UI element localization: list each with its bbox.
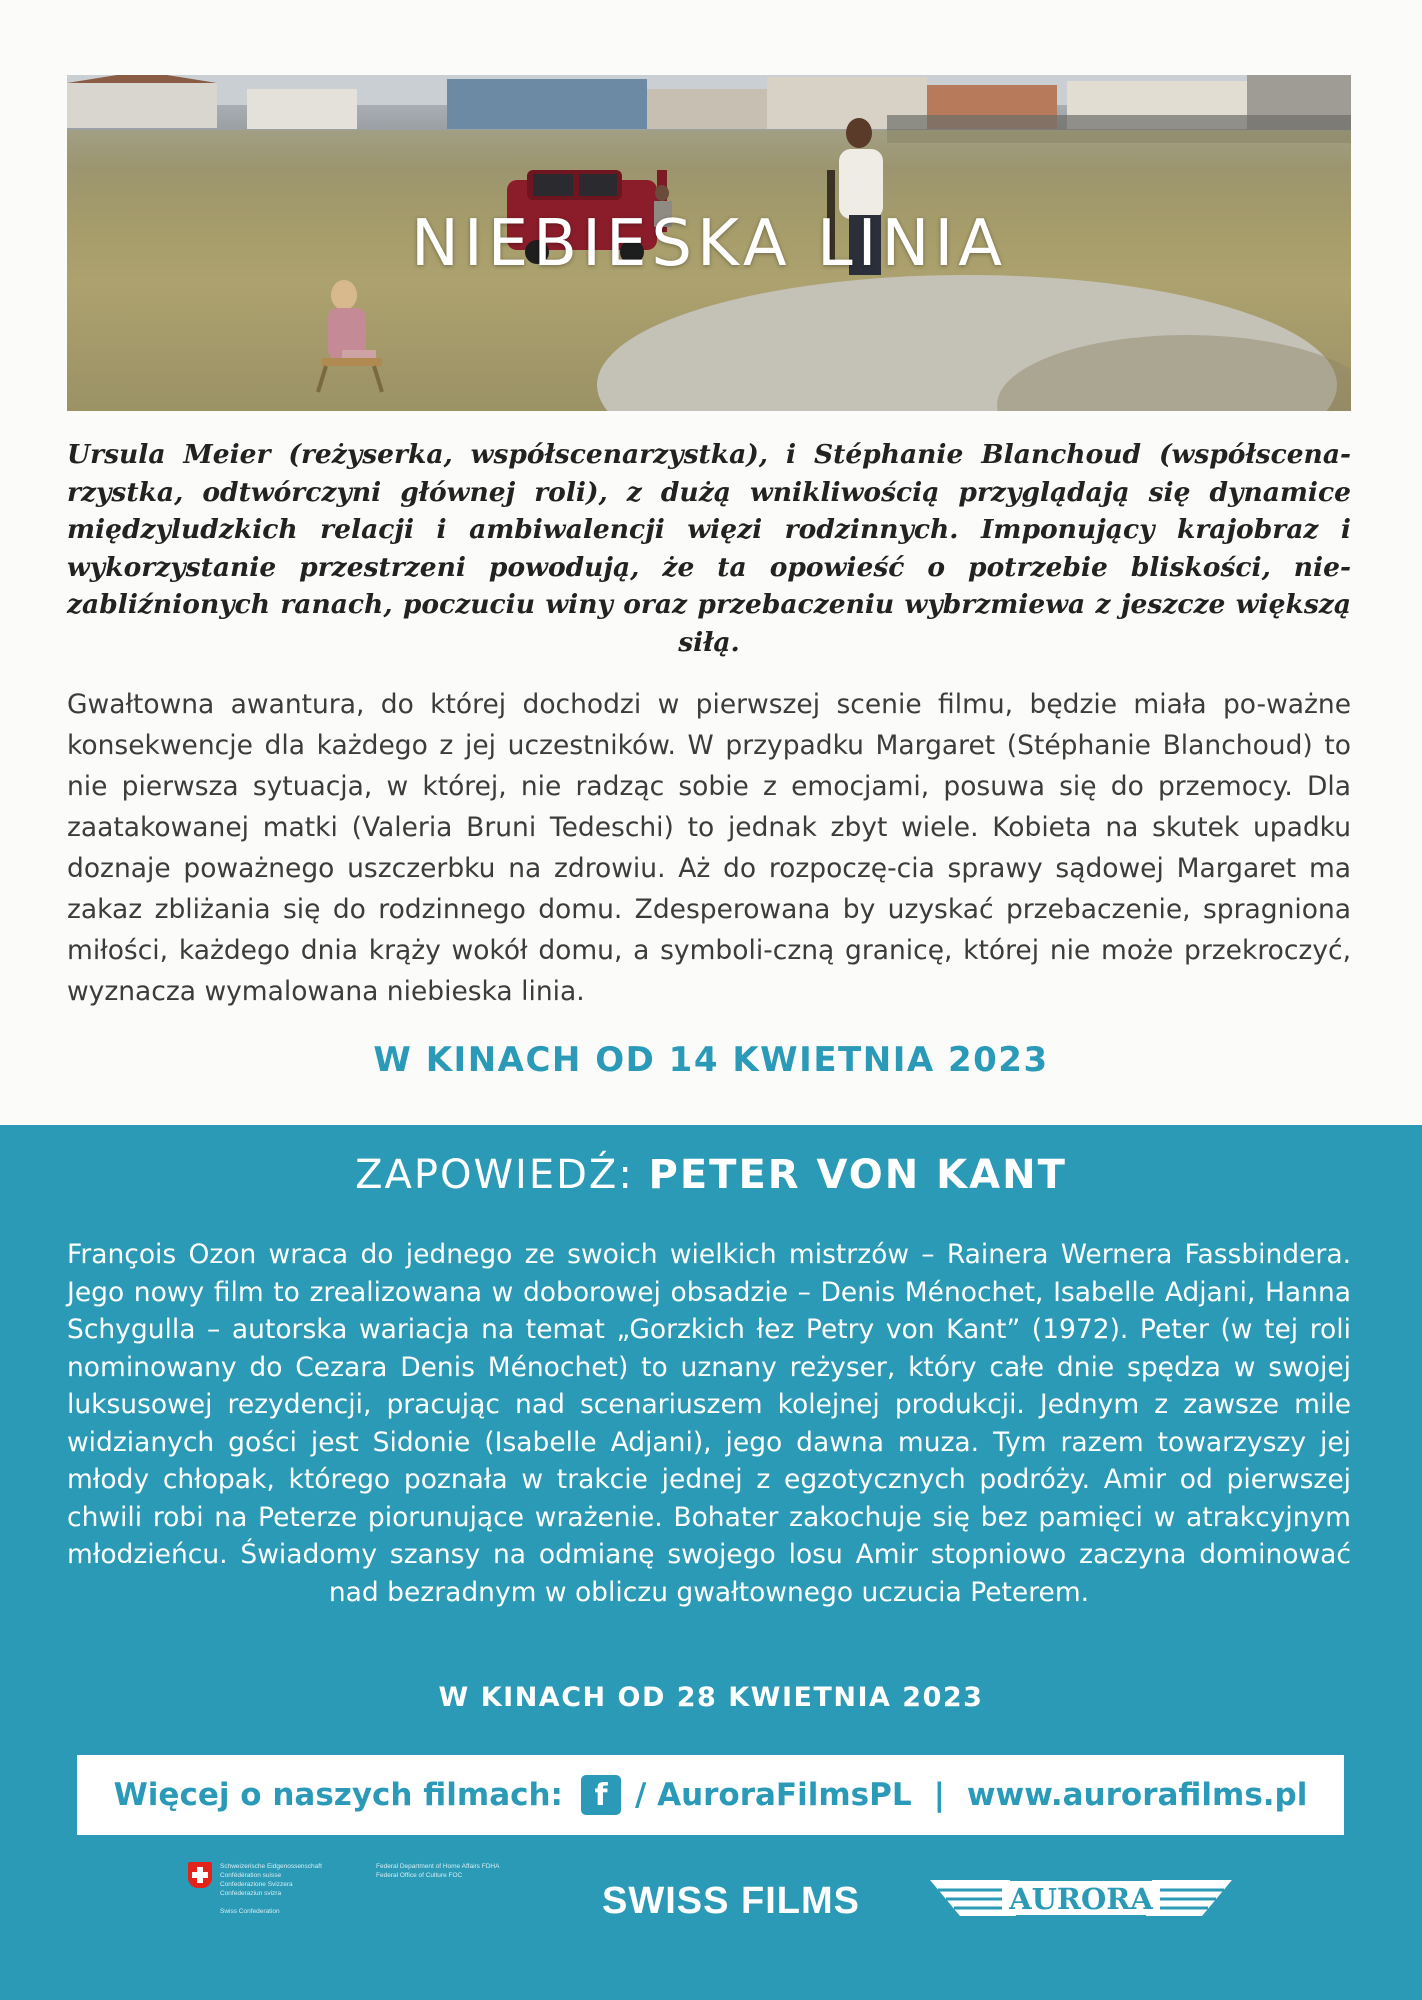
swiss-confederation-logo <box>188 1862 548 1932</box>
fed-line: Swiss Confederation <box>220 1908 280 1915</box>
release-date-1: W KINACH OD 14 KWIETNIA 2023 <box>373 1040 1049 1080</box>
fed-office-line: Federal Department of Home Affairs FDHA <box>376 1863 500 1870</box>
preview-label: ZAPOWIEDŹ: <box>355 1152 634 1198</box>
film-title: NIEBIESKA LINIA <box>410 207 1008 281</box>
aurora-wordmark: AURORA <box>1009 1882 1153 1916</box>
fed-line: Confederazione Svizzera <box>220 1881 293 1888</box>
fed-line: Schweizerische Eidgenossenschaft <box>220 1863 322 1870</box>
confederation-names <box>220 1862 360 1916</box>
fed-line: Confédération suisse <box>220 1872 282 1879</box>
facebook-link[interactable]: / AuroraFilmsPL <box>634 1777 912 1813</box>
synopsis-paragraph: Gwałtowna awantura, do której dochodzi w pierwszej scenie filmu, będzie miała po-ważne konsekwencje dla każdego z jej uczestników. W przypadku Margaret (Stéphanie Blanchoud) to nie pierwsza sytuacja, w której, nie radząc sobie z emocjami, posuwa się do przemocy. Dla zaatakowanej matki (Valeria Bruni Tedeschi) to jednak zbyt wiele. Kobieta na skutek upadku doznaje poważnego uszczerbku na zdrowiu. Aż do rozpoczę-cia sprawy sądowej Margaret ma zakaz zbliżania się do rodzinnego domu. Zdesperowana by uzyskać przebaczenie, spragniona miłości, każdego dnia krąży wokół domu, a symboli-czną granicę, której nie może przekroczyć, wyznacza wymalowana niebieska linia. <box>67 689 1351 1007</box>
preview-heading <box>0 1152 1422 1198</box>
facebook-icon[interactable]: f <box>581 1775 621 1815</box>
swiss-films-logo: SWISS FILMS <box>602 1880 860 1922</box>
more-info-label: Więcej o naszych filmach: <box>113 1777 563 1813</box>
preview-paragraph: François Ozon wraca do jednego ze swoich wielkich mistrzów – Rainera Wernera Fassbindera. Jego nowy film to zrealizowana w doborowej obsadzie – Denis Ménochet, Isabelle Adjani, Hanna Schygulla – autorska wariacja na temat „Gorzkich łez Petry von Kant” (1972). Peter (w tej roli nominowany do Cezara Denis Ménochet) to uznany reżyser, który całe dnie spędza w swojej luksusowej rezydencji, pracując nad scenariuszem kolejnej produkcji. Jednym z zawsze mile widzianych gości jest Sidonie (Isabelle Adjani), jego dawna muza. Tym razem towarzyszy jej młody chłopak, którego poznała w trakcie jednej z egzotycznych podróży. Amir od pierwszej chwili robi na Peterze piorunujące wrażenie. Bohater zakochuje się bez pamięci w atrakcyjnym młodzieńcu. Świadomy szansy na odmianę swojego losu Amir stopniowo zaczyna dominować nad bezradnym w obliczu gwałtownego uczucia Peterem. <box>67 1239 1351 1608</box>
more-info-bar <box>77 1755 1344 1835</box>
website-link[interactable]: www.aurorafilms.pl <box>966 1777 1308 1813</box>
fed-line: Confederaziun svizra <box>220 1890 282 1897</box>
aurora-wings-mark <box>930 1877 1232 1919</box>
fed-office-line: Federal Office of Culture FOC <box>376 1872 463 1879</box>
hero-image <box>67 75 1351 411</box>
fed-line-spacer <box>220 1898 360 1907</box>
link-separator: | <box>933 1777 945 1813</box>
federal-office-names <box>376 1862 556 1880</box>
release-date-2: W KINACH OD 28 KWIETNIA 2023 <box>438 1682 984 1713</box>
preview-title: PETER VON KANT <box>648 1152 1067 1198</box>
swiss-flag-icon <box>188 1862 212 1888</box>
lead-paragraph: Ursula Meier (reżyserka, współscenarzystka), i Stéphanie Blanchoud (współscena-rzystka, odtwórczyni głównej roli), z dużą wnikliwością przyglądają się dynamice międzyludzkich relacji i ambiwalencji więzi rodzinnych. Imponujący krajobraz i wykorzystanie przestrzeni powodują, że ta opowieść o potrzebie bliskości, nie-zabliźnionych ranach, poczuciu winy oraz przebaczeniu wybrzmiewa z jeszcze większą siłą. <box>67 439 1351 658</box>
aurora-logo <box>930 1877 1232 1919</box>
